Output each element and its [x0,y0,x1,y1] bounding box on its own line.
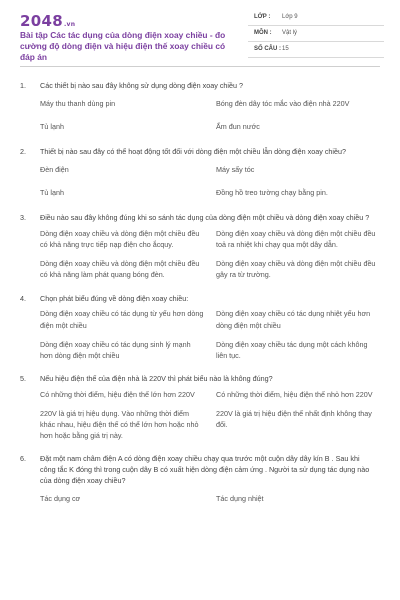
answer-option[interactable]: 220V là giá trị hiệu dụng. Vào những thời điểm khác nhau, hiệu điện thế có thể lớn hơn hoặc nhỏ hơn hoặc bằng giá trị này. [40,409,199,441]
answer-option[interactable]: Dòng điện xoay chiều và dòng điện một chiều đều có khả năng trực tiếp nạp điện cho ắcquy. [40,229,200,250]
meta-row-count [248,42,384,58]
site-logo[interactable]: 2048.vn [20,12,76,30]
meta-value: Vật lý [282,30,298,36]
answer-option[interactable]: 220V là giá trị hiệu điện thế nhất định không thay đổi. [216,409,372,430]
meta-label: MÔN : [254,30,272,36]
answer-option[interactable]: Ấm đun nước [216,121,260,131]
meta-label: SỐ CÂU : [254,46,281,52]
answer-option[interactable]: Máy thu thanh dùng pin [40,98,116,108]
meta-label: LỚP : [254,14,271,20]
answer-option[interactable]: Có những thời điểm, hiệu điện thế lớn hơn 220V [40,389,195,399]
question-text: Nếu hiệu điện thế của điện nhà là 220V thì phát biểu nào là không đúng? [40,374,273,384]
question-1 [20,81,380,138]
question-text: Các thiết bị nào sau đây không sử dụng dòng điện xoay chiều ? [40,81,244,90]
question-text: Điều nào sau đây không đúng khi so sánh tác dụng của dòng điện một chiều và dòng điện xoay chiều ? [40,213,370,223]
header-divider [20,66,380,67]
question-text: Đặt một nam châm điện A có dòng điện xoay chiều chạy qua trước một cuộn dây dây kín B . Sau khi công tắc K đóng thì trong cuộn dây B có xuất hiện dòng điện cảm ứng . Người ta sử dụng tác dụng nào của dòng điện xoay chiều? [40,454,370,486]
answer-option[interactable]: Dòng điện xoay chiều có tác dụng sinh lý mạnh hơn dòng điện một chiều [40,339,191,360]
answer-option[interactable]: Dòng điện xoay chiều có tác dụng nhiệt yếu hơn dòng điện một chiều [216,309,371,330]
answer-option[interactable]: Dòng điện xoay chiều và dòng điện một chiều đều toả ra nhiệt khi chạy qua một dây dẫn. [216,229,376,250]
question-text: Thiết bị nào sau đây có thể hoạt động tốt đối với dòng điện một chiều lẫn dòng điện xoay chiều? [40,147,347,157]
meta-row-subject [248,26,384,42]
question-list [20,72,380,510]
question-4 [20,294,380,365]
question-text: Chọn phát biểu đúng về dòng điện xoay chiều: [40,293,189,303]
answer-option[interactable]: Dòng điện xoay chiều và dòng điện một chiều đều gây ra từ trường. [216,259,376,280]
meta-table [248,10,384,58]
answer-option[interactable]: Tác dụng nhiệt [216,493,264,503]
answer-option[interactable]: Dòng điện xoay chiều có tác dụng từ yếu hơn dòng điện một chiều [40,309,204,330]
question-number: 2. [20,147,26,157]
question-number: 3. [20,213,26,223]
question-number: 5. [20,374,26,384]
answer-option[interactable]: Tác dụng cơ [40,493,81,503]
answer-option[interactable]: Dòng điện xoay chiều tác dụng một cách không liên tục. [216,339,368,360]
worksheet-title: Bài tập Các tác dụng của dòng điện xoay chiều - đo cường độ dòng điện và hiệu điện thế xoay chiều có đáp án [20,30,226,62]
question-2 [20,147,380,204]
answer-option[interactable]: Tủ lạnh [40,188,64,198]
answer-option[interactable]: Bóng đèn dây tóc mắc vào điện nhà 220V [216,98,350,108]
answer-option[interactable]: Đèn điện [40,164,69,174]
question-number: 4. [20,293,26,303]
answer-option[interactable]: Có những thời điểm, hiệu điện thế nhỏ hơn 220V [216,389,373,399]
meta-value: 15 [282,46,289,52]
question-6 [20,454,380,510]
meta-value: Lớp 9 [282,14,298,20]
worksheet-header [0,0,400,66]
question-number: 6. [20,454,26,464]
answer-option[interactable]: Máy sấy tóc [216,164,255,174]
answer-option[interactable]: Tủ lạnh [40,121,64,131]
question-3 [20,213,380,284]
meta-row-grade [248,10,384,26]
question-5 [20,374,380,445]
question-number: 1. [20,81,26,90]
answer-option[interactable]: Dòng điện xoay chiều và dòng điện một chiều đều có khả năng làm phát quang bóng đèn. [40,259,200,280]
answer-option[interactable]: Đồng hồ treo tường chạy bằng pin. [216,188,328,198]
